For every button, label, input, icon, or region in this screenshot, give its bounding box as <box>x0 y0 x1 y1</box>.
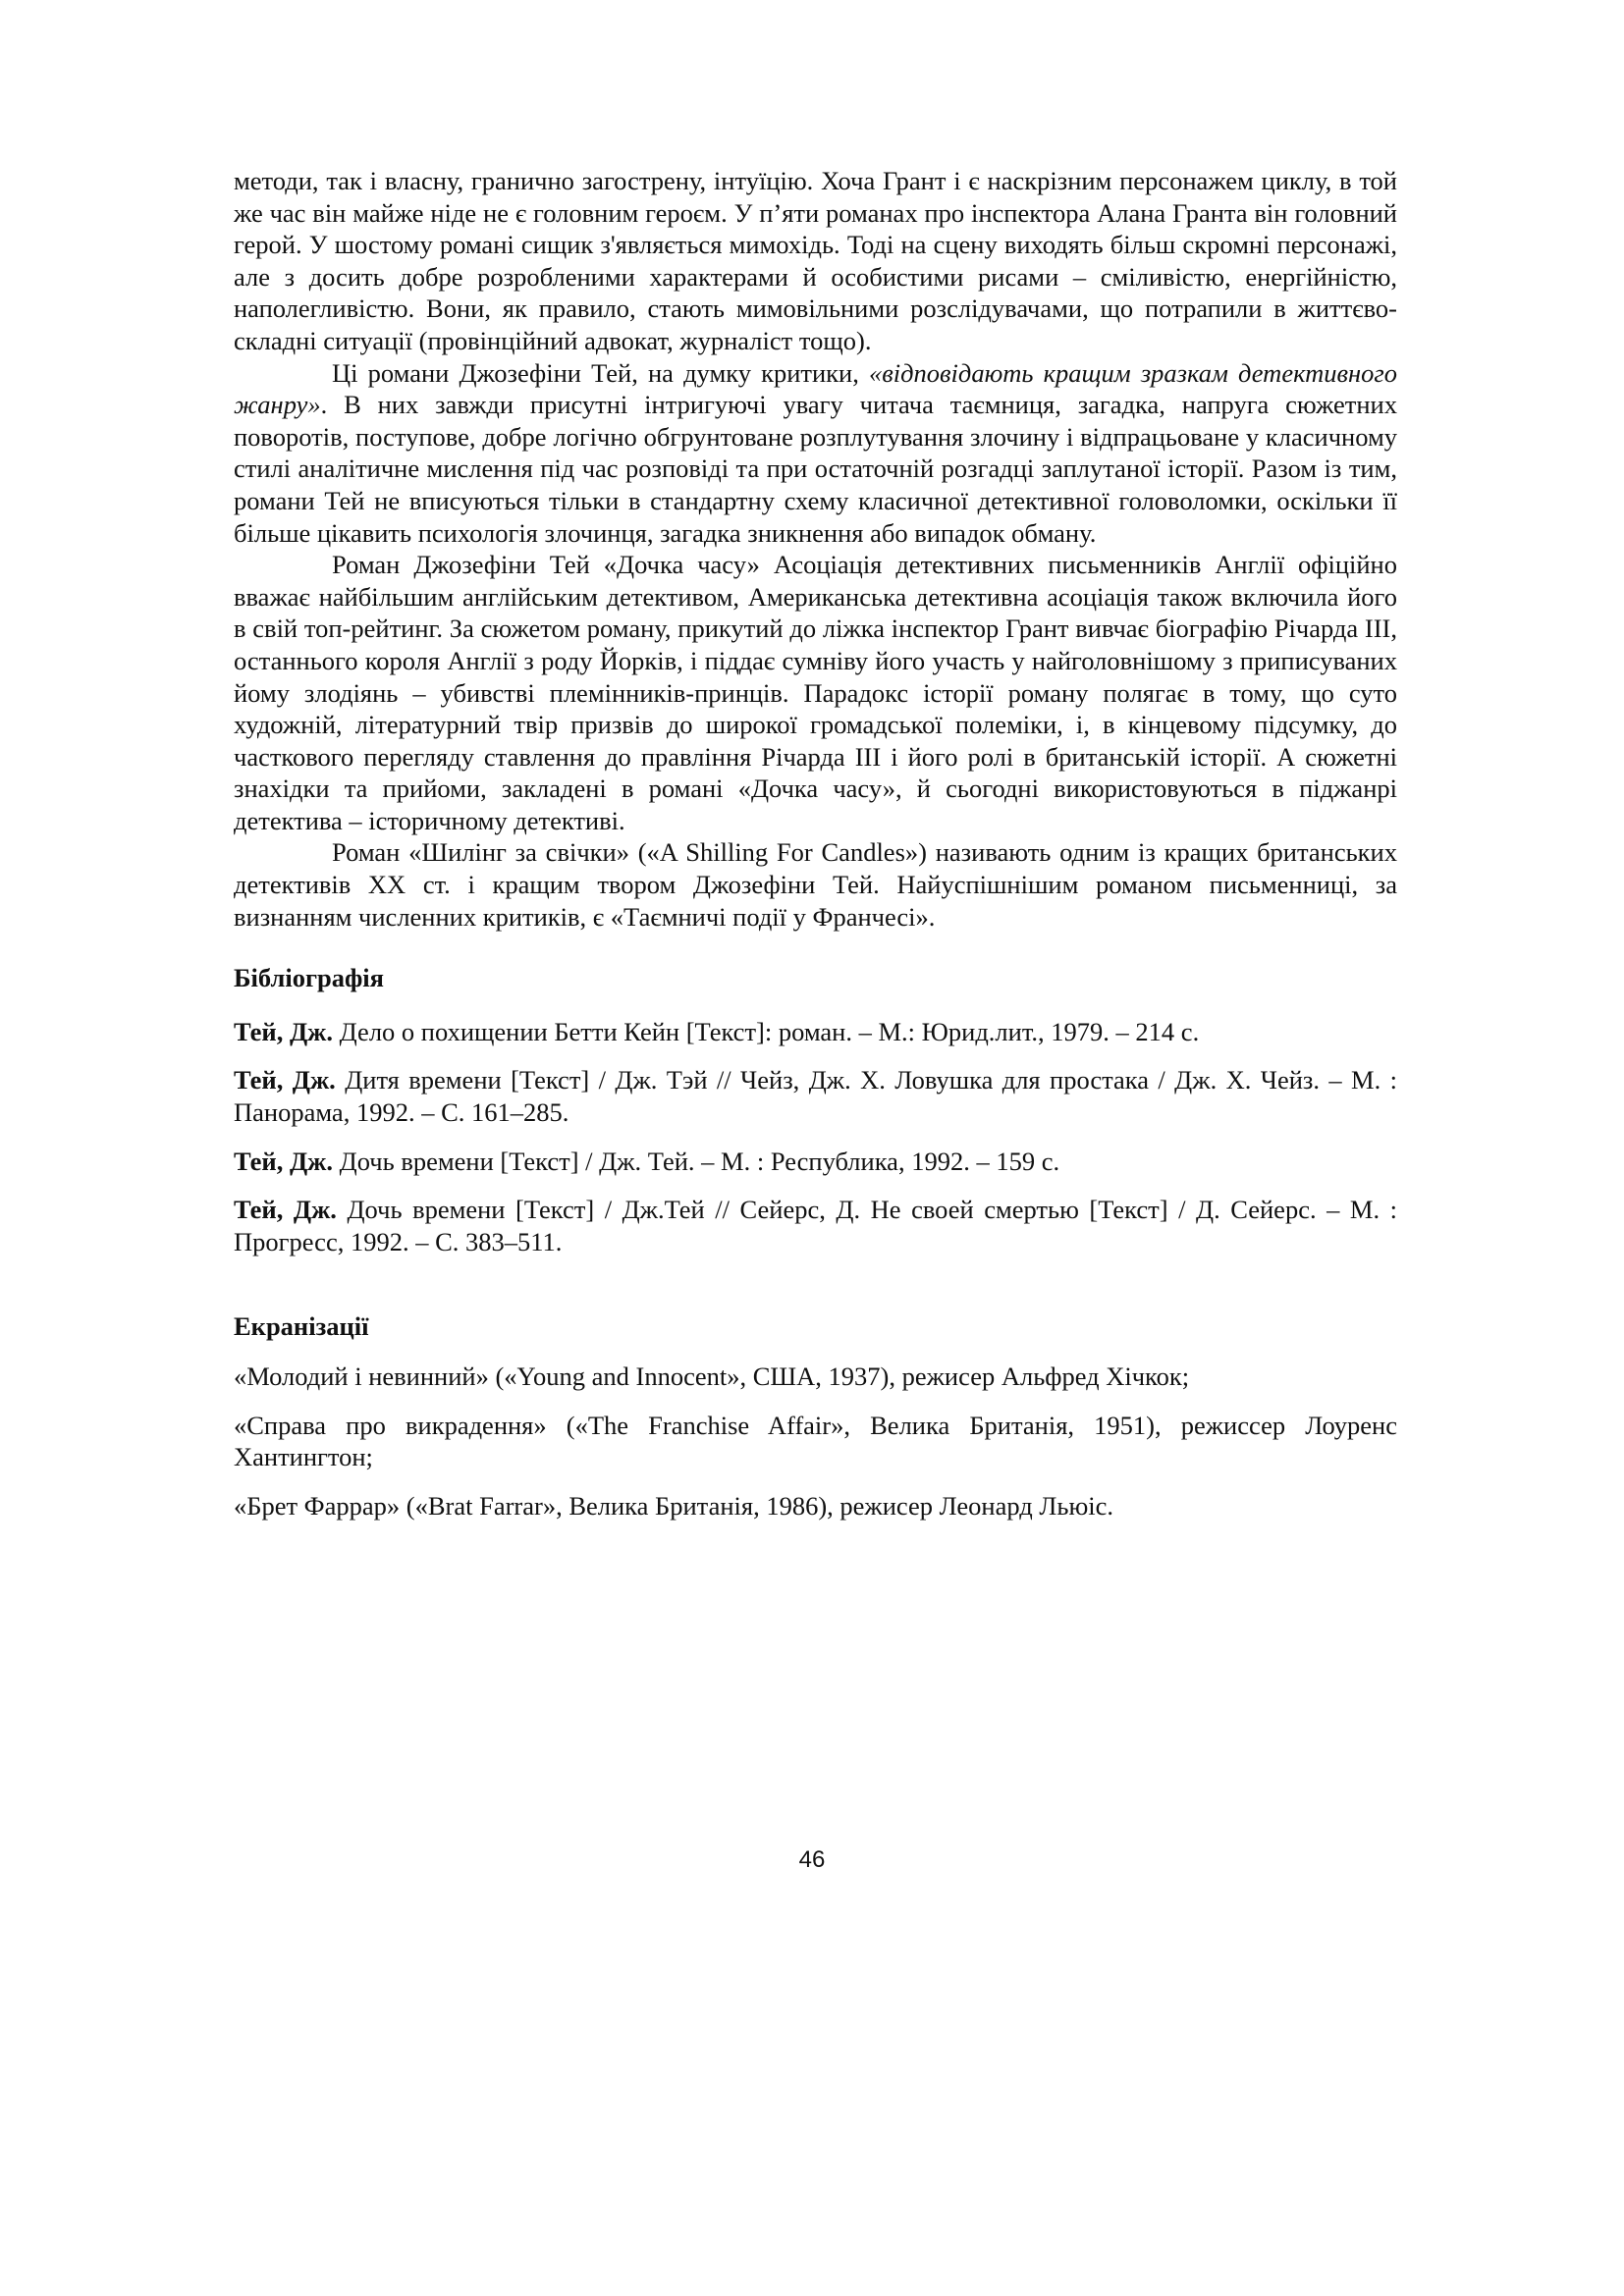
bibliography-text: Дочь времени [Текст] / Дж. Тей. – М. : Республика, 1992. – 159 с. <box>333 1146 1060 1176</box>
screening-item: «Справа про викрадення» («The Franchise Affair», Велика Британія, 1951), режиссер Лоуренс Хантингтон; <box>234 1410 1397 1472</box>
bibliography-text: Дело о похищении Бетти Кейн [Текст]: роман. – М.: Юрид.лит., 1979. – 214 с. <box>333 1016 1200 1046</box>
screening-item: «Молодий і невинний» («Young and Innocent», США, 1937), режисер Альфред Хічкок; <box>234 1362 1190 1391</box>
bibliography-heading: Бібліографія <box>234 963 385 993</box>
bibliography-author: Тей, Дж. <box>234 1146 334 1176</box>
bibliography-author: Тей, Дж. <box>234 1016 334 1046</box>
body-paragraph-3: Роман Джозефіни Тей «Дочка часу» Асоціація детективних письменників Англії офіційно вважає найбільшим англійським детективом, Американська детективна асоціація також включила його в свій топ-рейтинг. За сюжетом роману, прикутий до ліжка інспектор Грант вивчає біографію Річарда III, останнього короля Англії з роду Йорків, і піддає сумніву його участь у найголовнішому з приписуваних йому злодіянь – убивстві племінників-принців. Парадокс історії роману полягає в тому, що суто художній, літературний твір призвів до широкої громадської полеміки, і, в кінцевому підсумку, до часткового перегляду ставлення до правління Річарда III і його ролі в британській історії. А сюжетні знахідки та прийоми, закладені в романі «Дочка часу», й сьогодні використовуються в піджанрі детектива – історичному детективі. <box>234 550 1397 835</box>
critics-quote: «відповідають кращим зразкам детективного жанру» <box>234 357 1398 420</box>
page-number: 46 <box>798 1846 826 1873</box>
paragraph-2-text-end: . В них завжди присутні інтригуючі увагу читача таємниця, загадка, напруга сюжетних поворотів, поступове, добре логічно обгрунтоване розплутування злочину і відпрацьоване у класичному стилі аналітичне мислення під час розповіді та при остаточній розгадці заплутаної історії. Разом із тим, романи Тей не вписуються тільки в стандартну схему класичної детективної головоломки, оскільки її більше цікавить психологія злочинця, загадка зникнення або випадок обману. <box>234 390 1397 548</box>
page-content <box>234 165 1397 1538</box>
bibliography-item <box>234 1016 1397 1048</box>
paragraph-2-text-start: Ці романи Джозефіни Тей, на думку критики, <box>332 357 870 388</box>
bibliography-item <box>234 1146 1397 1178</box>
screening-item: «Брет Фаррар» («Brat Farrar», Велика Британія, 1986), режисер Леонард Льюіс. <box>234 1490 1113 1521</box>
bibliography-text: Дитя времени [Текст] / Дж. Тэй // Чейз, Дж. Х. Ловушка для простака / Дж. Х. Чейз. – М. : Панорама, 1992. – С. 161–285. <box>234 1065 1397 1128</box>
screenings-heading: Екранізації <box>234 1311 369 1342</box>
bibliography-item <box>234 1064 1397 1128</box>
body-paragraph-2 <box>234 357 1397 550</box>
body-paragraph-1: методи, так і власну, гранично загострену, інтуїцію. Хоча Грант і є наскрізним персонажем циклу, в той же час він майже ніде не є головним героєм. У п’яти романах про інспектора Алана Гранта він головний герой. У шостому романі сищик з'являється мимохідь. Тоді на сцену виходять більш скромні персонажі, але з досить добре розробленими характерами й особистими рисами – сміливістю, енергійністю, наполегливістю. Вони, як правило, стають мимовільними розслідувачами, що потрапили в життєво-складні ситуації (провінційний адвокат, журналіст тощо). <box>234 166 1397 355</box>
bibliography-item <box>234 1194 1397 1257</box>
bibliography-author: Тей, Дж. <box>234 1065 336 1095</box>
body-paragraph-4: Роман «Шилінг за свічки» («A Shilling For Candles») називають одним із кращих британських детективів XX ст. і кращим твором Джозефіни Тей. Найуспішнішим романом письменниці, за визнанням численних критиків, є «Таємничі події у Франчесі». <box>234 837 1397 932</box>
bibliography-text: Дочь времени [Текст] / Дж.Тей // Сейерс, Д. Не своей смертью [Текст] / Д. Сейерс. – М. : Прогресс, 1992. – С. 383–511. <box>234 1195 1397 1256</box>
bibliography-author: Тей, Дж. <box>234 1195 337 1225</box>
